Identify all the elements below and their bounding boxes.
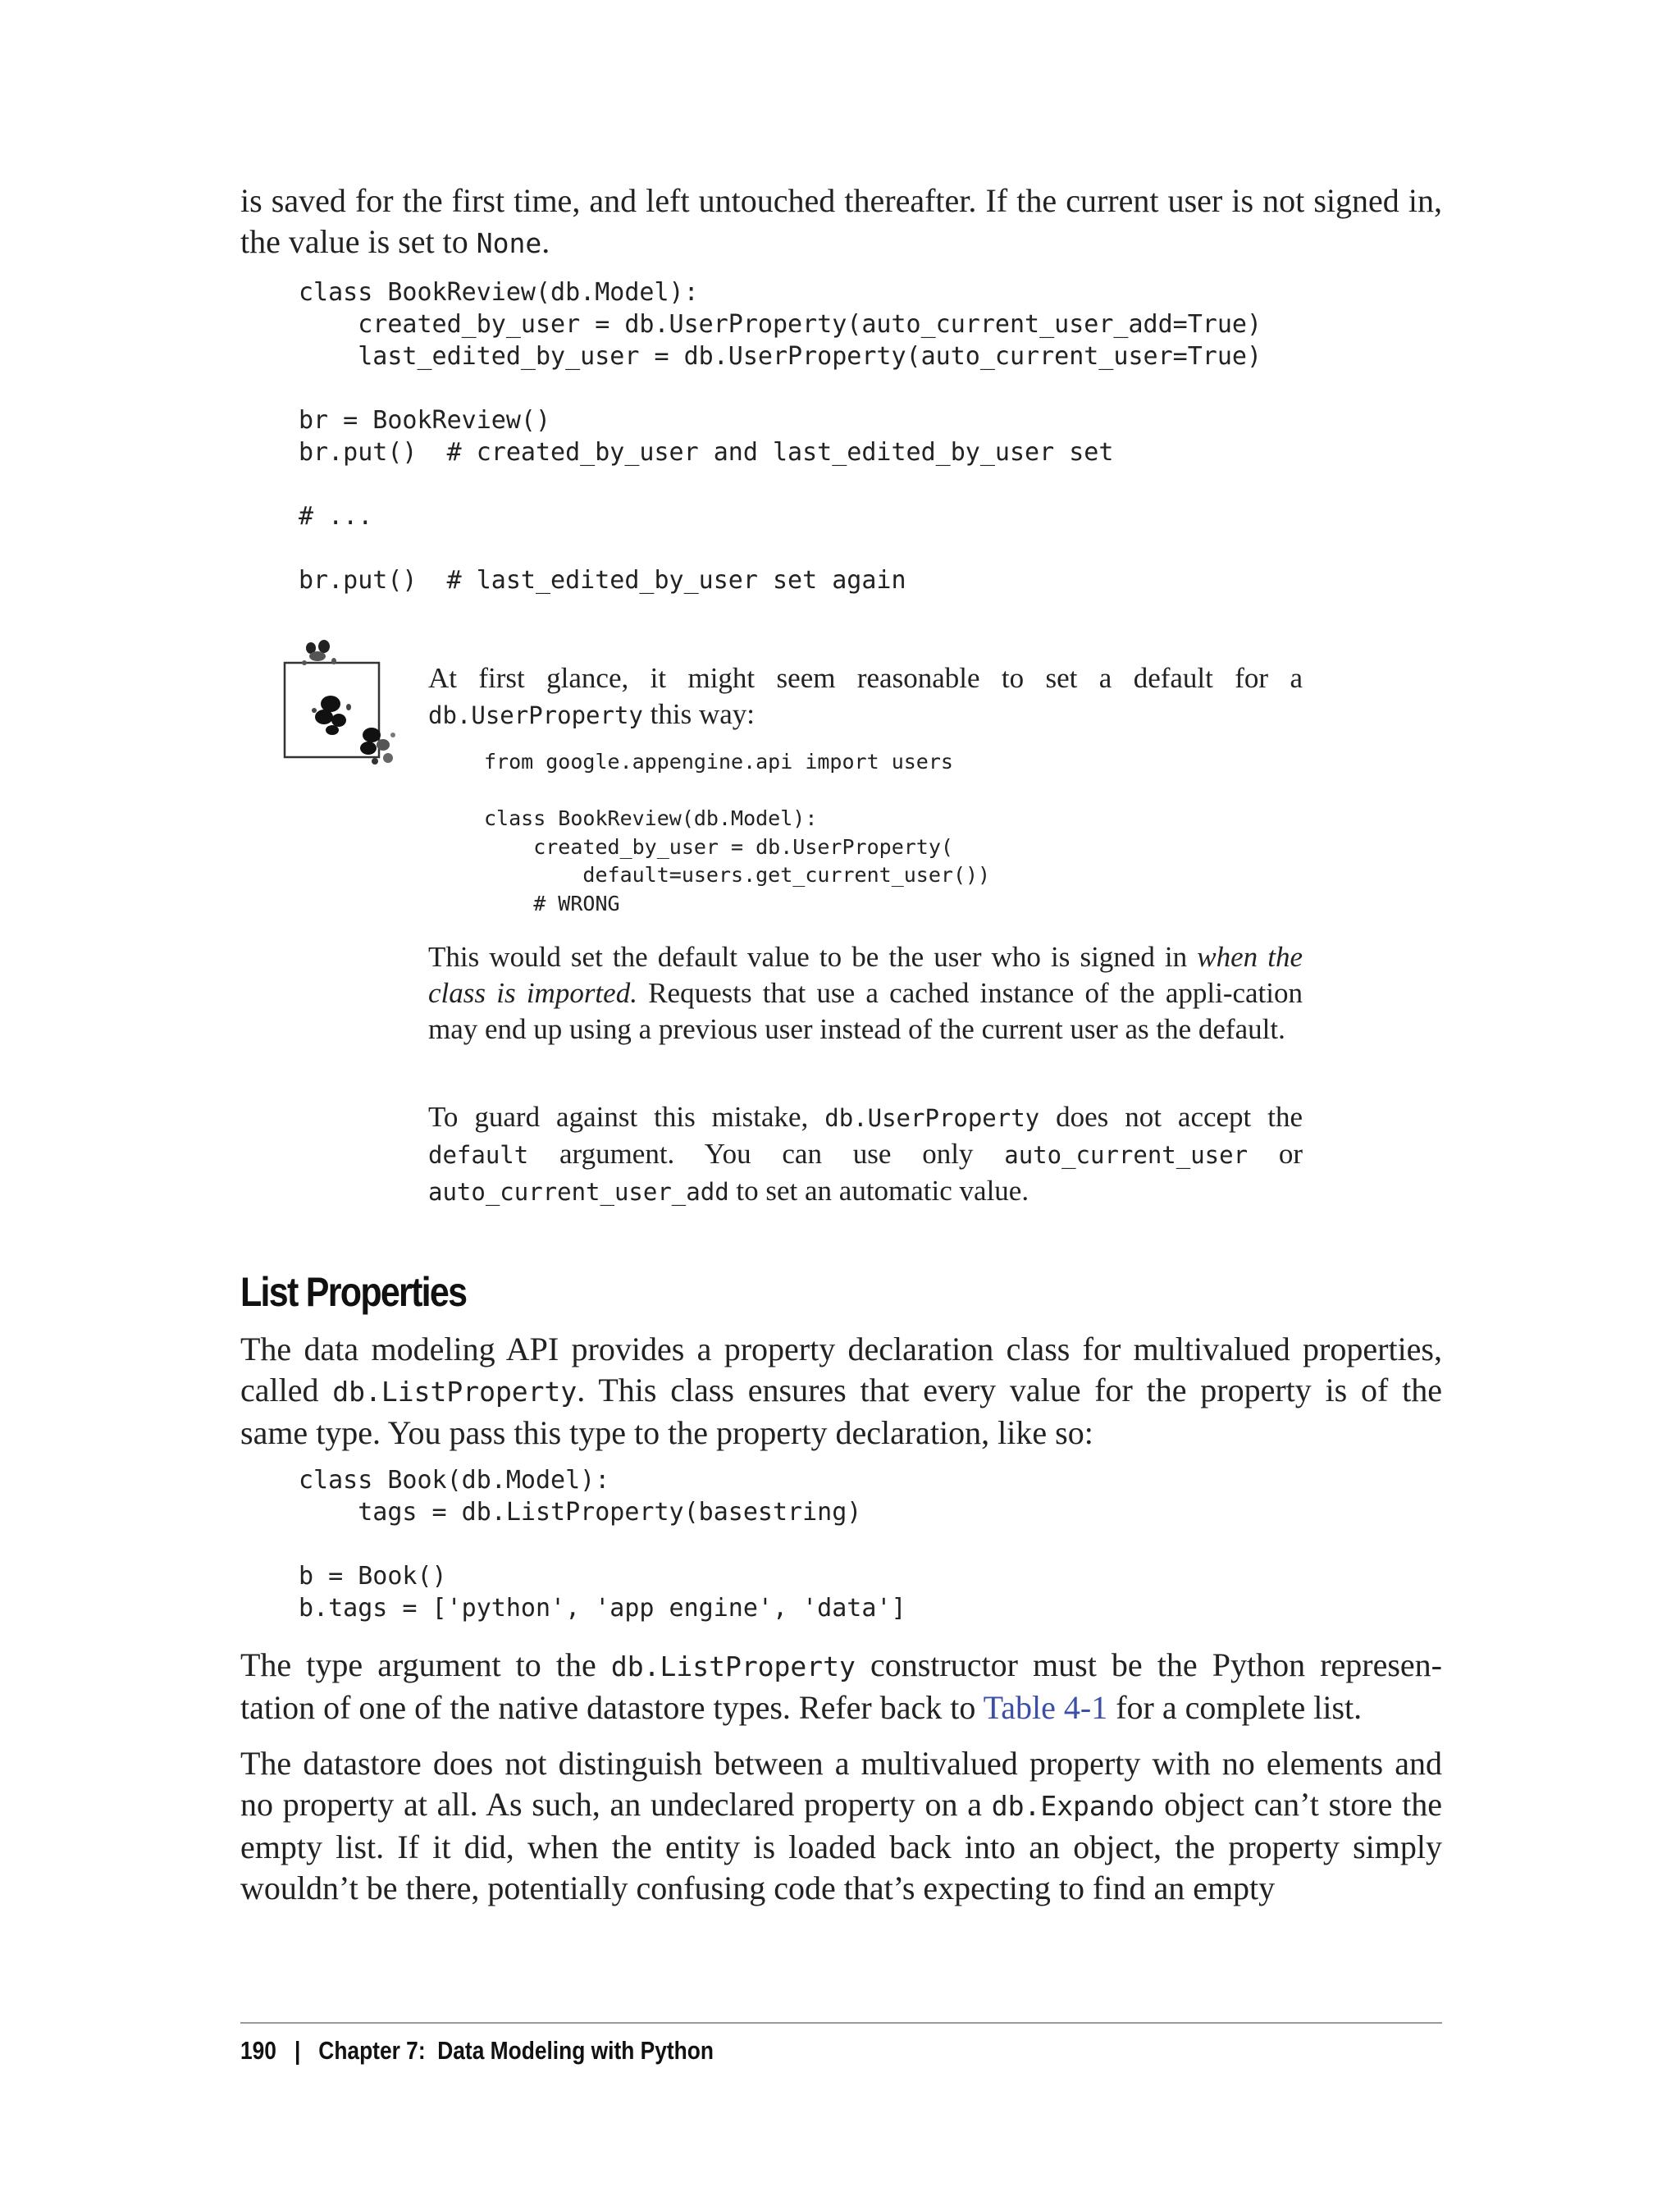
note-code-block: from google.appengine.api import users class BookReview(db.Model): created_by_user = db.UserProperty( default=users.get_current_user()) # WRONG <box>484 750 991 915</box>
table-reference-link[interactable]: Table 4-1 <box>983 1689 1108 1726</box>
page-footer <box>240 2034 714 2067</box>
datastore-paragraph: The datastore does not distinguish between a multivalued property with no elements and no property at all. As such, an undeclared property on a db.Expando object can’t store the empty list. If it did, when the entity is loaded back into an object, the property simply wouldn’t be there, potentially confusing code that’s expecting to find an empty <box>240 1745 1443 1906</box>
note-paragraph-3: To guard against this mistake, db.UserProperty does not accept the default argument. You can use only auto_current_user or auto_current_user_add to set an automatic value. <box>428 1101 1303 1207</box>
list-properties-paragraph: The data modeling API provides a property declaration class for multivalued properties, called db.ListProperty. This class ensures that every value for the property is of the same type. You pass this type to the property declaration, like so: <box>240 1331 1442 1451</box>
note-paragraph-2: This would set the default value to be the user who is signed in when the class is imported. Requests that use a cached instance of the appli-cation may end up using a previous user instead of the current user as the default. <box>428 941 1303 1045</box>
page-number: 190 <box>240 2036 276 2065</box>
type-argument-paragraph: The type argument to the db.ListProperty constructor must be the Python represen-tation of one of the native datastore types. Refer back to Table 4-1 for a complete list. <box>240 1646 1442 1726</box>
section-heading: List Properties <box>240 1269 467 1315</box>
code-block-book: class Book(db.Model): tags = db.ListProperty(basestring) b = Book() b.tags = ['python', 'app engine', 'data'] <box>299 1466 906 1623</box>
footer-divider <box>240 2022 1442 2024</box>
inline-code-userproperty: db.UserProperty <box>428 701 643 729</box>
code-block-bookreview: class BookReview(db.Model): created_by_user = db.UserProperty(auto_current_user_add=True) last_edited_by_user = db.UserProperty(auto_current_user=True) br = BookReview() br.put() # created_by_user and last_edited_by_user set # ... br.put() # last_edited_by_user set again <box>299 278 1262 595</box>
emphasis-text: when the class is imported. <box>428 941 1303 1009</box>
note-paragraph-1: At first glance, it might seem reasonable to set a default for a db.UserProperty this way: <box>428 662 1303 730</box>
footer-separator: | <box>294 2036 301 2065</box>
intro-paragraph: is saved for the first time, and left untouched thereafter. If the current user is not signed in, the value is set to None. <box>240 182 1442 260</box>
chapter-title: Chapter 7: Data Modeling with Python <box>318 2036 714 2065</box>
inline-code-none: None <box>476 227 542 259</box>
tip-owl-icon <box>283 638 422 778</box>
